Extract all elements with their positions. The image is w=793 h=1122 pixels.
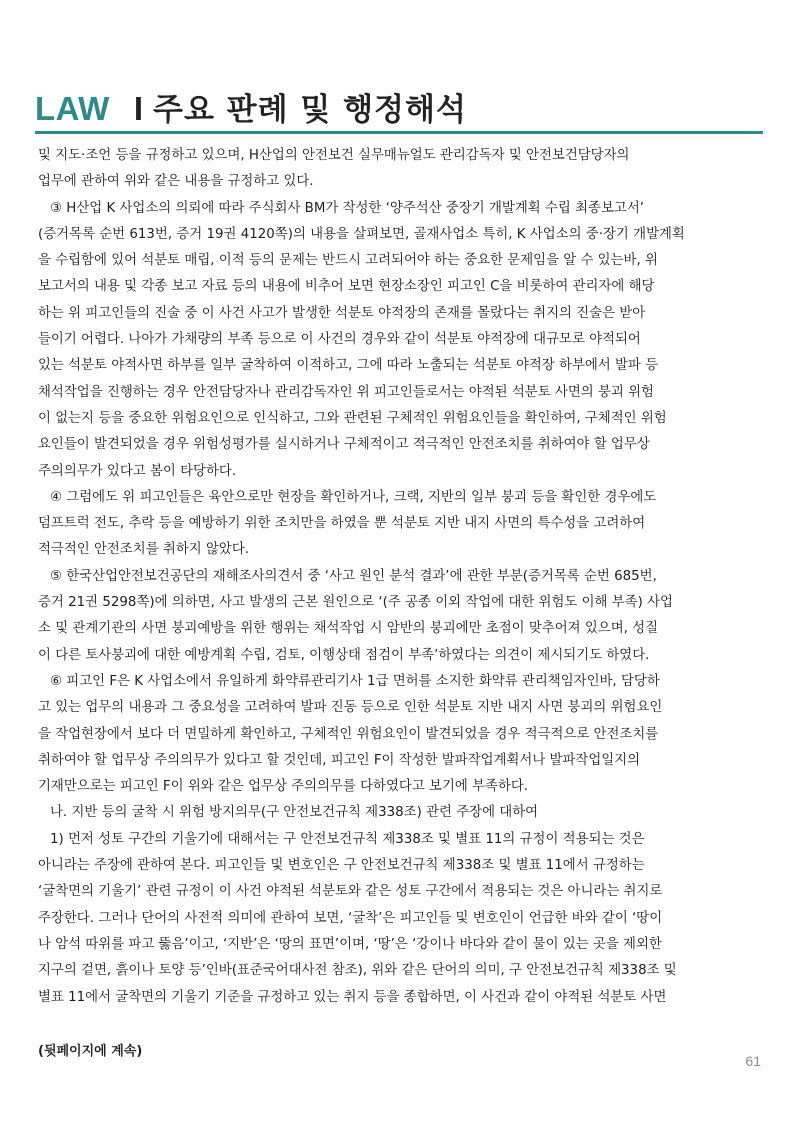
body-line: 업무에 관하여 위와 같은 내용을 규정하고 있다. (38, 174, 314, 190)
body-line: 적극적인 안전조치를 취하지 않았다. (38, 542, 250, 558)
body-line: 들이기 어렵다. 나아가 가채량의 부족 등으로 이 사건의 경우와 같이 석분토 야적장에 대규모로 야적되어 (38, 332, 641, 348)
body-line: 및 지도·조언 등을 규정하고 있으며, H산업의 안전보건 실무매뉴얼도 관리감독자 및 안전보건담당자의 (38, 148, 630, 163)
page-number: 61 (745, 1053, 761, 1069)
section-label: LAW (35, 90, 110, 127)
header-separator: I (133, 90, 143, 127)
body-line: 채석작업을 진행하는 경우 안전담당자나 관리감독자인 위 피고인들로서는 야적된 석분토 사면의 붕괴 위험 (38, 384, 654, 400)
body-line: 보고서의 내용 및 각종 보고 자료 등의 내용에 비추어 보면 현장소장인 피고인 C을 비롯하여 관리자에 해당 (38, 279, 655, 295)
paragraph-item-4: ④ 그럼에도 위 피고인들은 육안으로만 현장을 확인하거나, 크랙, 지반의 일부 붕괴 등을 확인한 경우에도 (50, 489, 657, 505)
body-line: 소 및 관계기관의 사면 붕괴예방을 위한 행위는 채석작업 시 암반의 붕괴에만 초점이 맞추어져 있으며, 성질 (38, 621, 659, 637)
body-line: 을 수립함에 있어 석분토 매립, 이적 등의 문제는 반드시 고려되어야 하는 중요한 문제임을 알 수 있는바, 위 (38, 253, 658, 269)
body-line: 을 작업현장에서 보다 더 면밀하게 확인하고, 구체적인 위험요인이 발견되었을 경우 적극적으로 안전조치를 (38, 726, 659, 742)
body-text (38, 143, 758, 1011)
body-line: 아니라는 주장에 관하여 본다. 피고인들 및 변호인은 구 안전보건규칙 제338조 및 별표 11에서 규정하는 (38, 858, 645, 874)
body-line: 이 다른 토사붕괴에 대한 예방계획 수립, 검토, 이행상태 점검이 부족’하였다는 의견이 제시되기도 하였다. (38, 647, 650, 663)
paragraph-item-1: 1) 먼저 성토 구간의 기울기에 대해서는 구 안전보건규칙 제338조 및 별표 11의 규정이 적용되는 것은 (50, 831, 645, 847)
paragraph-item-5: ⑤ 한국산업안전보건공단의 재해조사의견서 중 ‘사고 원인 분석 결과’에 관한 부분(증거목록 순번 685번, (50, 568, 657, 584)
body-line: 하는 위 피고인들의 진술 중 이 사건 사고가 발생한 석분토 야적장의 존재를 몰랐다는 취지의 진술은 받아 (38, 305, 646, 321)
page-header (35, 84, 467, 134)
body-line: 나 암석 따위를 파고 뚫음’이고, ‘지반’은 ‘땅의 표면’이며, ‘땅’은 ‘강이나 바다와 같이 물이 있는 곳을 제외한 (38, 936, 662, 952)
body-line: 덤프트럭 전도, 추락 등을 예방하기 위한 조치만을 하였을 뿐 석분토 지반 내지 사면의 특수성을 고려하여 (38, 516, 646, 532)
body-line: 주의의무가 있다고 봄이 타당하다. (38, 463, 237, 479)
body-line: (증거목록 순번 613번, 증거 19권 4120쪽)의 내용을 살펴보면, 골재사업소 특히, K 사업소의 중·장기 개발계획 (38, 226, 685, 242)
continued-note: (뒷페이지에 계속) (38, 1044, 143, 1059)
body-line: 있는 석분토 야적사면 하부를 일부 굴착하여 이적하고, 그에 따라 노출되는 석분토 야적장 하부에서 발파 등 (38, 358, 659, 374)
body-line: 이 없는지 등을 중요한 위험요인으로 인식하고, 그와 관련된 구체적인 위험요인들을 확인하여, 구체적인 위험 (38, 410, 667, 426)
body-line: 취하여야 할 업무상 주의의무가 있다고 할 것인데, 피고인 F이 작성한 발파작업계획서나 발파작업일지의 (38, 752, 641, 768)
paragraph-item-3: ③ H산업 K 사업소의 의뢰에 따라 주식회사 BM가 작성한 ‘양주석산 중장기 개발계획 수립 최종보고서’ (50, 200, 645, 216)
body-line: ‘굴착면의 기울기’ 관련 규정이 이 사건 야적된 석분토와 같은 성토 구간에서 적용되는 것은 아니라는 취지로 (38, 884, 663, 900)
section-heading-na: 나. 지반 등의 굴착 시 위험 방지의무(구 안전보건규칙 제338조) 관련 주장에 대하여 (50, 805, 539, 821)
paragraph-item-6: ⑥ 피고인 F은 K 사업소에서 유일하게 화약류관리기사 1급 면허를 소지한 화약류 관리책임자인바, 담당하 (50, 673, 660, 689)
header-divider (35, 131, 763, 134)
page-title: 주요 판례 및 행정해석 (153, 92, 467, 128)
body-line: 지구의 겉면, 흙이나 토양 등’인바(표준국어대사전 참조), 위와 같은 단어의 의미, 구 안전보건규칙 제338조 및 (38, 963, 677, 979)
body-line: 기재만으로는 피고인 F이 위와 같은 업무상 주의의무를 다하였다고 보기에 부족하다. (38, 779, 529, 795)
body-line: 요인들이 발견되었을 경우 위험성평가를 실시하거나 구체적이고 적극적인 안전조치를 취하여야 할 업무상 (38, 437, 650, 453)
body-line: 고 있는 업무의 내용과 그 중요성을 고려하여 발파 진동 등으로 인한 석분토 지반 내지 사면 붕괴의 위험요인 (38, 700, 663, 716)
body-line: 별표 11에서 굴착면의 기울기 기준을 규정하고 있는 취지 등을 종합하면, 이 사건과 같이 야적된 석분토 사면 (38, 989, 667, 1005)
body-line: 증거 21권 5298쪽)에 의하면, 사고 발생의 근본 원인으로 ‘(주 공종 이외 작업에 대한 위험도 이해 부족) 사업 (38, 595, 673, 611)
body-line: 주장한다. 그러나 단어의 사전적 의미에 관하여 보면, ‘굴착’은 피고인들 및 변호인이 언급한 바와 같이 ‘땅이 (38, 910, 663, 926)
